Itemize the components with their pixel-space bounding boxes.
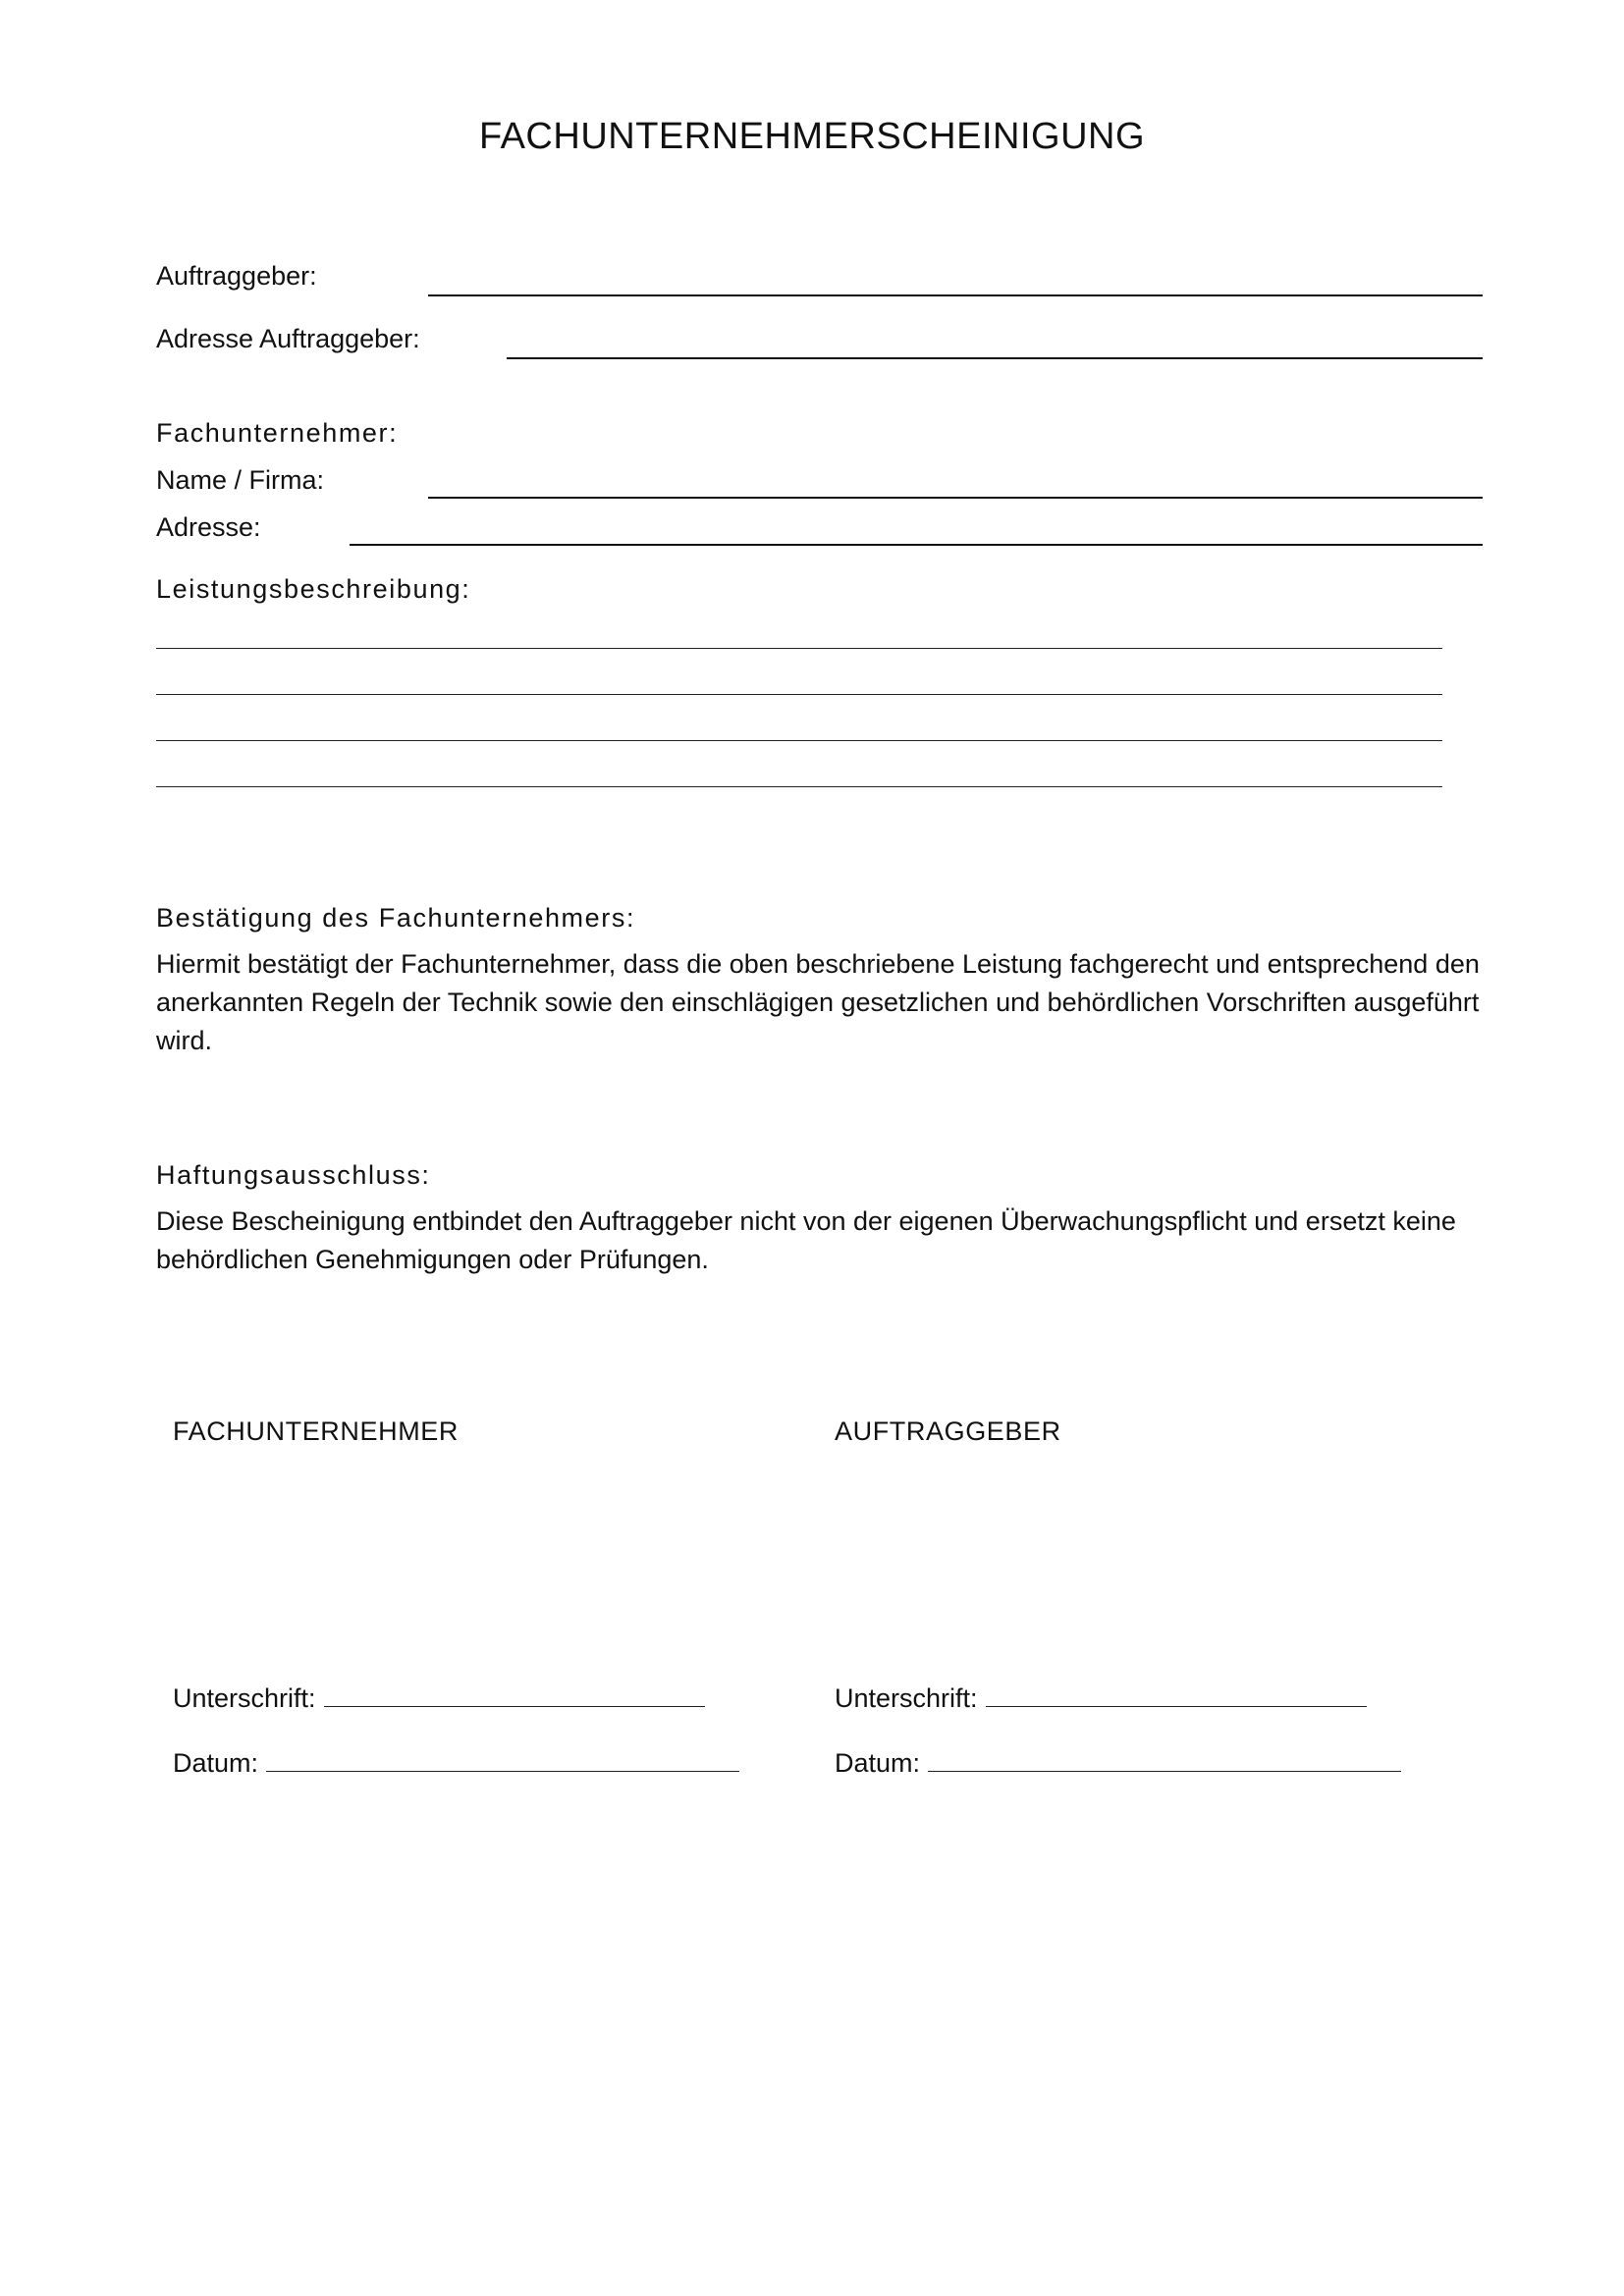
service-description-line[interactable] — [156, 648, 1442, 649]
service-description-line[interactable] — [156, 786, 1442, 787]
contractor-name-field-line[interactable] — [428, 497, 1483, 499]
service-heading: Leistungsbeschreibung: — [156, 574, 471, 604]
confirmation-heading: Bestätigung des Fachunternehmers: — [156, 903, 636, 933]
client-address-label: Adresse Auftraggeber: — [156, 324, 420, 353]
service-description-line[interactable] — [156, 740, 1442, 741]
contractor-signature-heading: FACHUNTERNEHMER — [173, 1416, 460, 1446]
document-title: FACHUNTERNEHMERSCHEINIGUNG — [478, 116, 1146, 157]
client-address-field-line[interactable] — [507, 357, 1483, 359]
contractor-address-field-line[interactable] — [350, 544, 1483, 546]
contractor-signature-label: Unterschrift: — [173, 1683, 316, 1713]
contractor-date-label: Datum: — [173, 1748, 259, 1778]
contractor-name-label: Name / Firma: — [156, 465, 325, 495]
client-date-row — [835, 1744, 1401, 1779]
confirmation-text: Hiermit bestätigt der Fachunternehmer, dass die oben beschriebene Leistung fachgerecht und entsprechend den anerkannten Regeln der Technik sowie den einschlägigen gesetzlichen und behördlichen Vorschriften ausgeführt wird. — [156, 949, 1480, 1055]
client-signature-label: Unterschrift: — [835, 1683, 978, 1713]
service-description-line[interactable] — [156, 694, 1442, 695]
contractor-address-label: Adresse: — [156, 512, 261, 542]
client-date-field-line[interactable] — [928, 1744, 1401, 1772]
client-signature-heading: AUFTRAGGEBER — [835, 1416, 1061, 1446]
client-label: Auftraggeber: — [156, 261, 317, 291]
client-signature-row — [835, 1680, 1367, 1714]
contractor-date-field-line[interactable] — [266, 1744, 739, 1772]
contractor-signature-field-line[interactable] — [324, 1680, 705, 1707]
contractor-heading: Fachunternehmer: — [156, 418, 399, 448]
disclaimer-heading: Haftungsausschluss: — [156, 1160, 431, 1190]
client-date-label: Datum: — [835, 1748, 921, 1778]
client-signature-field-line[interactable] — [986, 1680, 1367, 1707]
contractor-signature-row — [173, 1680, 705, 1714]
client-field-line[interactable] — [428, 294, 1483, 296]
contractor-date-row — [173, 1744, 739, 1779]
disclaimer-text: Diese Bescheinigung entbindet den Auftraggeber nicht von der eigenen Überwachungspflicht und ersetzt keine behördlichen Genehmigungen oder Prüfungen. — [156, 1206, 1456, 1274]
